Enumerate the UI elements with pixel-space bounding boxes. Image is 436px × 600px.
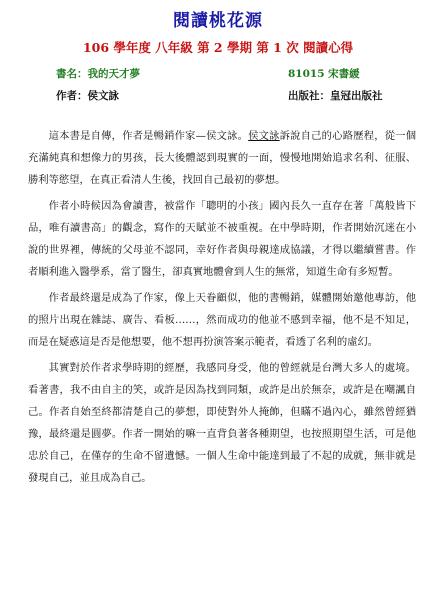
book-title-label: 書名： [56,68,88,80]
author-name-underlined: 侯文詠 [248,130,280,142]
author-label: 作者： [56,90,88,102]
publisher-value: 皇冠出版社 [330,90,383,102]
publisher-field [288,88,383,103]
book-title-field [56,66,140,81]
essay-paragraph-2: 作者小時候因為會讀書，被當作「聰明的小孩」國內長久一直存在著「萬般皆下品，唯有讀書高」的觀念，寫作的天賦並不被重視。在中學時期，作者開始沉迷在小說的世界裡，傳統的父母並不認同，幸好作者與母親達成協議，才得以繼續嘗書。作者順利進入醫學系，當了醫生，卻真實地體會到人生的無常，知道生命有多短暫。 [28,200,416,278]
publisher-label: 出版社： [288,90,330,102]
semester-subtitle: 106 學年度 八年級 第 2 學期 第 1 次 閱讀心得 [82,40,354,55]
essay-paragraph-3: 作者最終還是成為了作家，像上天眷顧似，他的書暢銷，媒體開始邀他專訪，他的照片出現在雜誌、廣告、看板……，然而成功的他並不感到幸福，他不是不知足，而是在疑惑這是否是他想要，他不想再扮演答案示範者，看透了名利的虛幻。 [28,292,416,348]
student-id-name: 81015 宋書緩 [288,68,360,80]
page-title: 閱讀桃花源 [173,11,263,31]
author-field [56,88,119,103]
essay-paragraph-4: 其實對於作者求學時期的經歷，我感同身受，他的曾經就是台灣大多人的處境。看著書，我不由自主的笑，或許是因為找到同類，或許是出於無奈，或許是在嘲諷自己。作者自始至終都清楚自己的夢想，即使對外人掩飾，但瞞不過內心，雖然曾經猶豫，最終還是圓夢。作者一開始的嘛一直背負著各種期望，也按照期望生活，可是他忠於自己，在僅存的生命不留遺憾。一個人生命中能達到最了不起的成就，無非就是發現自己，並且成為自己。 [28,362,416,484]
author-value: 侯文詠 [87,90,119,102]
book-title-value: 我的天才夢 [87,68,140,80]
essay-paragraph-1: 這本書是自傳，作者是暢銷作家—侯文詠。侯文詠訴說自己的心路歷程，從一個充滿純真和想像力的男孩，長大後體認到現實的一面，慢慢地開始追求名利、征服、勝利等慾望，在真正看清人生後，找回自己最初的夢想。 [28,130,417,186]
essay-body [28,125,416,493]
